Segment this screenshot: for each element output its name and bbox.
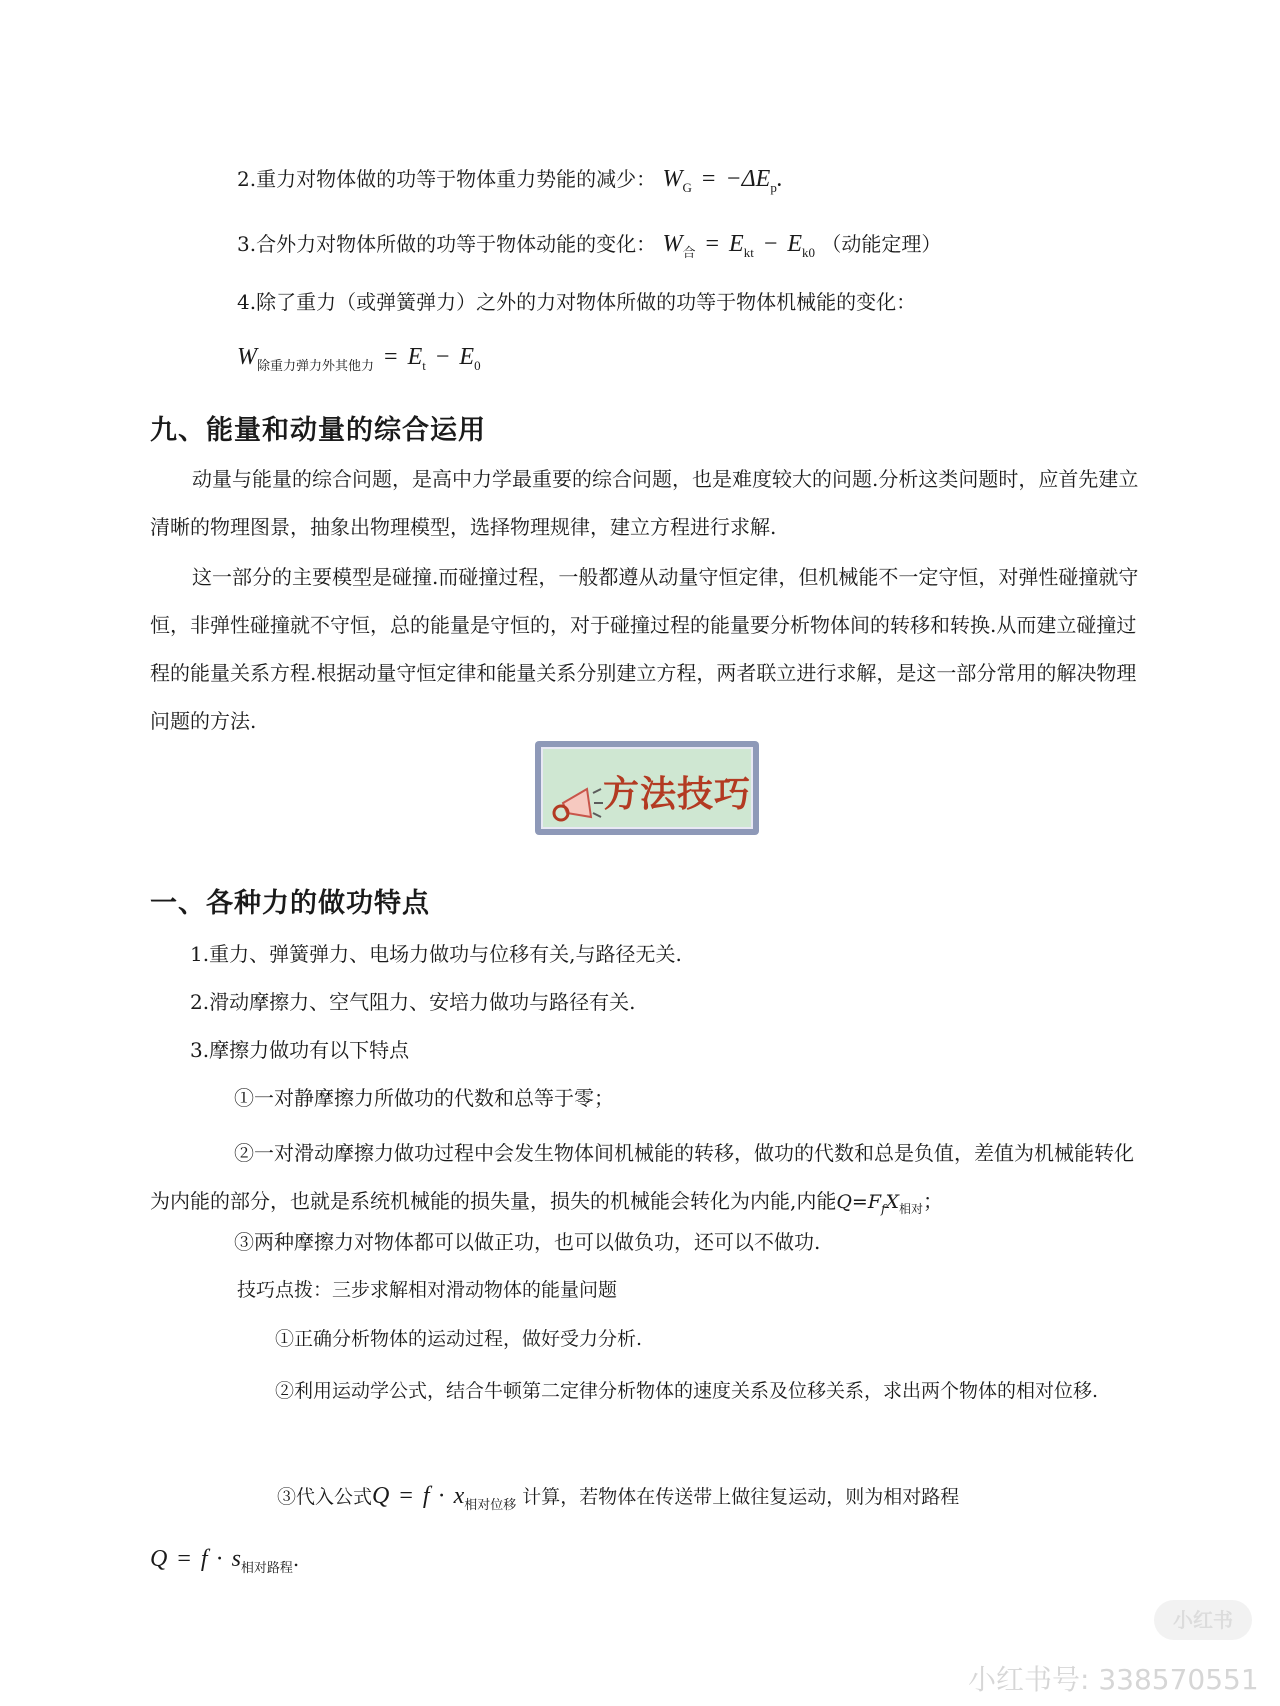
item-text: 3.合外力对物体所做的功等于物体动能的变化： — [237, 232, 657, 256]
section1-sub-1: ①一对静摩擦力所做功的代数和总等于零； — [234, 1086, 614, 1110]
tip-step-3: ③代入公式$Q = f \cdot x_{相对位移}$ 计算，若物体在传送带上做往复运动，则为相对路程 — [277, 1483, 960, 1512]
method-tips-banner — [535, 741, 759, 835]
section-heading-9: 九、能量和动量的综合运用 — [150, 415, 486, 446]
xiaohongshu-logo: 小红书 — [1154, 1600, 1252, 1640]
section1-sub-2: ②一对滑动摩擦力做功过程中会发生物体间机械能的转移，做功的代数和总是负值，差值为机械能转化为内能的部分，也就是系统机械能的损失量，损失的机械能会转化为内能,内能$Q=F_fX_{相对}$； — [150, 1141, 1134, 1216]
formula-mechanical-energy: $W_{除重力弹力外其他力} = E_t - E_0$ — [237, 344, 481, 373]
formula-kinetic: $W_合 = E_{kt} - E_{k0}$ — [662, 231, 816, 260]
banner-label: 方法技巧 — [603, 774, 752, 815]
section1-item-2: 2.滑动摩擦力、空气阻力、安培力做功与路径有关. — [190, 990, 636, 1014]
item-text: 2.重力对物体做的功等于物体重力势能的减少： — [237, 167, 657, 191]
section9-paragraph-2: 这一部分的主要模型是碰撞.而碰撞过程，一般都遵从动量守恒定律，但机械能不一定守恒，对弹性碰撞就守恒，非弹性碰撞就不守恒，总的能量是守恒的，对于碰撞过程的能量要分析物体间的转移和转换.从而建立碰撞过程的能量关系方程.根据动量守恒定律和能量关系分别建立方程，两者联立进行求解，是这一部分常用的解决物理问题的方法. — [150, 565, 1139, 733]
tip-title: 技巧点拨：三步求解相对滑动物体的能量问题 — [237, 1279, 618, 1301]
tip-step-1: ①正确分析物体的运动过程，做好受力分析. — [275, 1328, 643, 1350]
item-mechanical-energy — [237, 288, 916, 316]
tip-step-2: ②利用运动学公式，结合牛顿第二定律分析物体的速度关系及位移关系，求出两个物体的相对位移. — [275, 1380, 1099, 1402]
item-text: 4.除了重力（或弹簧弹力）之外的力对物体所做的功等于物体机械能的变化： — [237, 290, 917, 314]
item-net-force-work — [237, 230, 941, 267]
formula-gravity: $W_G = -\Delta E_p$. — [662, 166, 783, 195]
megaphone-icon — [549, 773, 605, 829]
section1-item-1: 1.重力、弹簧弹力、电场力做功与位移有关,与路径无关. — [190, 942, 682, 966]
section1-item-3: 3.摩擦力做功有以下特点 — [190, 1038, 410, 1062]
section-heading-1: 一、各种力的做功特点 — [150, 888, 430, 919]
watermark-text: 小红书号: 338570551 — [968, 1663, 1259, 1696]
item-note: （动能定理） — [821, 232, 942, 256]
tip-step-3-formula: $Q = f \cdot s_{相对路程}$. — [150, 1546, 300, 1575]
section9-paragraph-1: 动量与能量的综合问题，是高中力学最重要的综合问题，也是难度较大的问题.分析这类问题时，应首先建立清晰的物理图景，抽象出物理模型，选择物理规律，建立方程进行求解. — [150, 467, 1139, 539]
section1-sub-3: ③两种摩擦力对物体都可以做正功，也可以做负功，还可以不做功. — [234, 1230, 821, 1254]
item-gravity-work — [237, 165, 783, 202]
